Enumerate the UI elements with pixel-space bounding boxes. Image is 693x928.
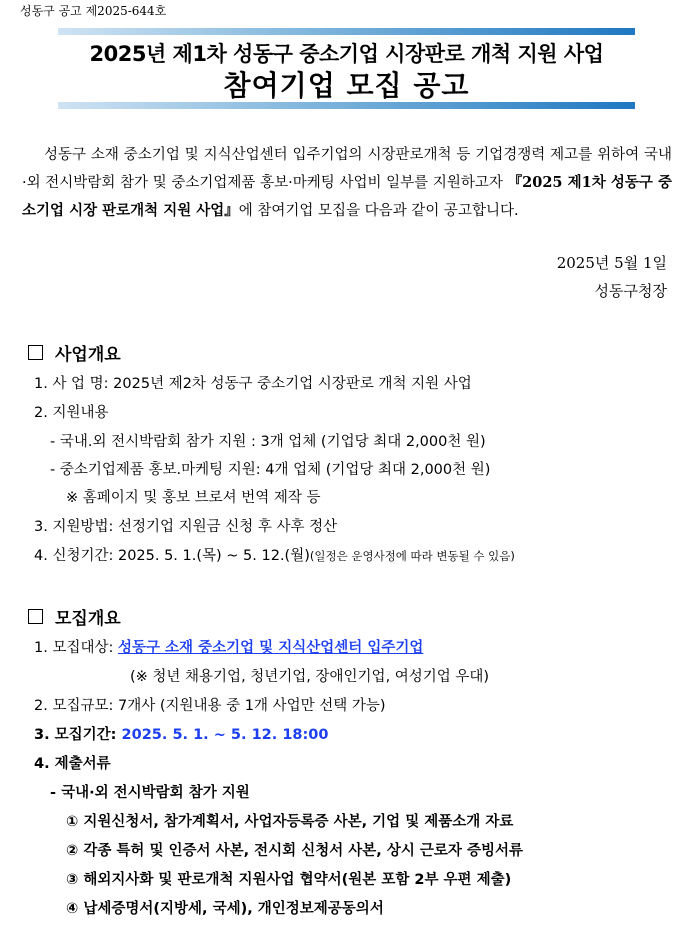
- recruit-item-3: [34, 723, 328, 744]
- section-title: 사업개요: [55, 345, 121, 365]
- period-note: (일정은 운영사정에 따라 변동될 수 있음): [309, 549, 515, 563]
- recruit-target-value: 성동구 소재 중소기업 및 지식산업센터 입주기업: [117, 640, 424, 656]
- overview-sub-2: - 중소기업제품 홍보.마케팅 지원: 4개 업체 (기업당 최대 2,000천 원): [50, 462, 491, 478]
- intro-paragraph: [22, 142, 672, 225]
- recruit-period-label: 3. 모집기간:: [34, 727, 122, 743]
- intro-text-before: 성동구 소재 중소기업 및 지식산업센터 입주기업의 시장판로개척 등 기업경쟁력 제고를 위하여 국내·외 전시박람회 참가 및 중소기업제품 홍보·마케팅 사업비 일부를 지원하고자: [22, 147, 672, 191]
- document-item-1: ① 지원신청서, 참가계획서, 사업자등록증 사본, 기업 및 제품소개 자료: [66, 814, 514, 830]
- checkbox-square-icon: [28, 609, 43, 624]
- intro-program-name: 『2025 제1차 성동구 중소기업 시장 판로개척 지원 사업』: [22, 174, 672, 219]
- checkbox-square-icon: [28, 345, 43, 360]
- document-item-2: ② 각종 특허 및 인증서 사본, 전시회 신청서 사본, 상시 근로자 증빙서류: [66, 843, 524, 859]
- intro-text-after: 에 참여기업 모집을 다음과 같이 공고합니다.: [238, 203, 519, 219]
- documents-subheading: - 국내·외 전시박람회 참가 지원: [50, 785, 250, 801]
- period-text: 4. 신청기간: 2025. 5. 1.(목) ~ 5. 12.(월): [34, 548, 310, 564]
- recruit-item-4: 4. 제출서류: [34, 756, 111, 772]
- overview-note: ※ 홈페이지 및 홍보 브로셔 번역 제작 등: [66, 490, 321, 506]
- recruit-target-label: 1. 모집대상:: [34, 640, 118, 656]
- notice-date: 2025년 5월 1일: [556, 254, 667, 272]
- section-heading-recruitment: [28, 604, 121, 629]
- recruit-preference-note: (※ 청년 채용기업, 청년기업, 장애인기업, 여성기업 우대): [130, 669, 490, 685]
- signer: 성동구청장: [594, 282, 667, 300]
- title-line-1: 2025년 제1차 성동구 중소기업 시장판로 개척 지원 사업: [89, 42, 604, 66]
- overview-item-4: [34, 544, 515, 565]
- title-bottom-bar: [58, 102, 635, 109]
- section-heading-overview: [28, 340, 121, 365]
- document-item-3: ③ 해외지사화 및 판로개척 지원사업 협약서(원본 포함 2부 우편 제출): [66, 872, 512, 888]
- title-top-bar: [58, 28, 635, 35]
- document-item-4: ④ 납세증명서(지방세, 국세), 개인정보제공동의서: [66, 901, 384, 917]
- overview-sub-1: - 국내.외 전시박람회 참가 지원 : 3개 업체 (기업당 최대 2,000천 원): [50, 434, 486, 450]
- overview-item-1: 1. 사 업 명: 2025년 제2차 성동구 중소기업 시장판로 개척 지원 사업: [34, 376, 472, 392]
- overview-item-2: 2. 지원내용: [34, 405, 109, 421]
- overview-item-3: 3. 지원방법: 선정기업 지원금 신청 후 사후 정산: [34, 519, 338, 535]
- title-line-2: 참여기업 모집 공고: [223, 69, 470, 102]
- recruit-item-1: [34, 636, 423, 657]
- recruit-item-2: 2. 모집규모: 7개사 (지원내용 중 1개 사업만 선택 가능): [34, 698, 386, 714]
- section-title: 모집개요: [55, 609, 121, 629]
- notice-number: 성동구 공고 제2025-644호: [20, 4, 167, 18]
- recruit-period-value: 2025. 5. 1. ~ 5. 12. 18:00: [121, 727, 329, 743]
